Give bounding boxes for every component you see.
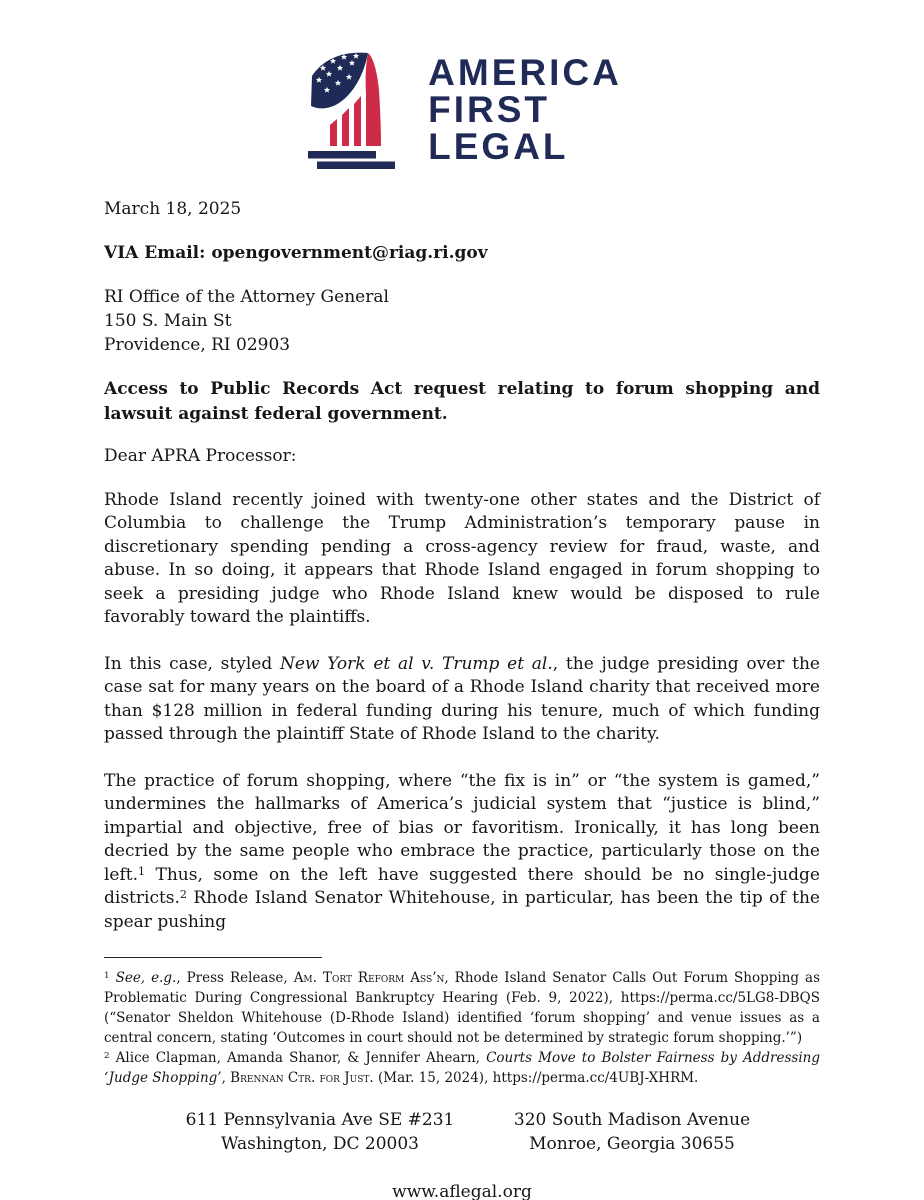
recipient-address (104, 285, 820, 357)
address-dc-city: Washington, DC 20003 (220, 1134, 419, 1154)
body-paragraph-1: Rhode Island recently joined with twenty-one other states and the District of Columbia to challenge the Trump Administration’s temporary pause in discretionary spending pending a cross-agency review for fraud, waste, and abuse. In so doing, it appears that Rhode Island engaged in forum shopping to seek a presiding judge who Rhode Island knew would be disposed to rule favorably toward the plaintiffs. (104, 489, 820, 627)
brand-line-3: LEGAL (428, 125, 569, 167)
footnote-separator (104, 957, 322, 958)
brand-line-1: AMERICA (428, 51, 622, 93)
address-dc-street: 611 Pennsylvania Ave SE #231 (185, 1110, 455, 1130)
address-dc (160, 1108, 480, 1156)
recipient-street: 150 S. Main St (104, 311, 232, 331)
salutation: Dear APRA Processor: (104, 446, 297, 466)
body-paragraph-3: The practice of forum shopping, where “the fix is in” or “the system is gamed,” undermines the hallmarks of America’s judicial system that “justice is blind,” impartial and objective, free of bias or favoritism. Ironically, it has long been decried by the same people who embrace the practice, particularly those on the left.$^1$ Thus, some on the left have suggested there should be no single-judge districts.$^2$ Rhode Island Senator Whitehouse, in particular, has been the tip of the spear pushing (104, 770, 820, 932)
column-swoosh (366, 53, 381, 146)
pedestal-top (308, 151, 376, 159)
afl-logo-icon (302, 48, 402, 170)
pedestal-bottom (317, 162, 395, 170)
date-line: March 18, 2025 (104, 199, 242, 219)
brand-line-2: FIRST (428, 88, 551, 130)
letter-body (104, 198, 820, 1088)
via-email-line: VIA Email: opengovernment@riag.ri.gov (104, 242, 488, 263)
subject-line: Access to Public Records Act request relating to forum shopping and lawsuit against federal government. (104, 379, 820, 424)
website-url: www.aflegal.org (392, 1182, 532, 1200)
body-paragraph-2: In this case, styled New York et al v. Trump et al., the judge presiding over the case sat for many years on the board of a Rhode Island charity that received more than $128 million in federal funding during his tenure, much of which funding passed through the plaintiff State of Rhode Island to the charity. (104, 653, 820, 744)
letter-footer (0, 1108, 924, 1168)
letterhead (0, 40, 924, 178)
column-stripe (330, 119, 337, 146)
footnote-1: $^1$ See, e.g., Press Release, Am. Tort Reform Ass’n, Rhode Island Senator Calls Out Forum Shopping as Problematic During Congressional Bankruptcy Hearing (Feb. 9, 2022), https://perma.cc/5LG8-DBQS (“Senator Sheldon Whitehouse (D-Rhode Island) identified ‘forum shopping’ and venue issues as a central concern, stating ‘Outcomes in court should not be determined by strategic forum shopping.’”) (104, 970, 821, 1046)
recipient-name: RI Office of the Attorney General (104, 287, 389, 307)
column-stripe (354, 96, 361, 146)
address-ga-street: 320 South Madison Avenue (513, 1110, 751, 1130)
footnote-2: $^2$ Alice Clapman, Amanda Shanor, & Jennifer Ahearn, Courts Move to Bolster Fairness by Addressing ‘Judge Shopping’, Brennan Ctr. for Just. (Mar. 15, 2024), https://perma.cc/4UBJ-XHRM. (104, 1050, 820, 1086)
address-ga (472, 1108, 792, 1156)
column-stripe (342, 108, 349, 146)
recipient-city: Providence, RI 02903 (104, 335, 291, 355)
address-ga-city: Monroe, Georgia 30655 (529, 1134, 735, 1154)
afl-logo-wordmark (428, 51, 622, 167)
